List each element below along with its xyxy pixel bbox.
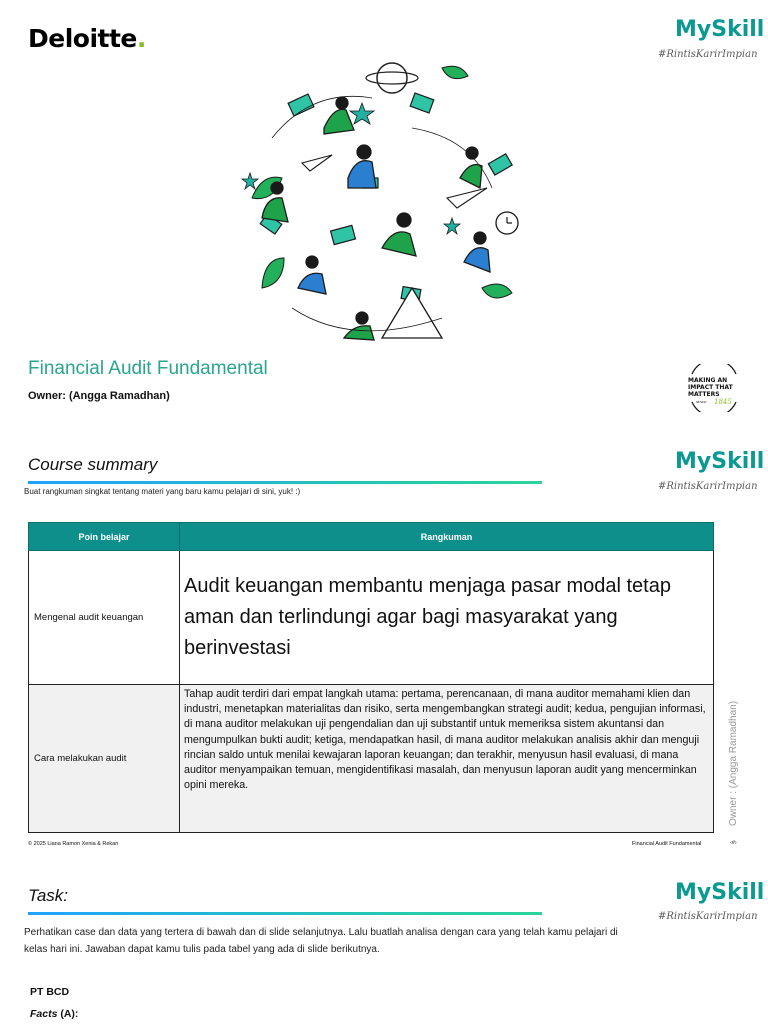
owner-line: Owner: (Angga Ramadhan) xyxy=(28,390,170,402)
column-header-rangkuman: Rangkuman xyxy=(180,523,714,551)
course-title: Financial Audit Fundamental xyxy=(28,358,268,379)
facts-suffix: (A): xyxy=(57,1008,79,1020)
myskill-logo: MySkill xyxy=(675,17,765,42)
myskill-tagline: #RintisKarirImpian xyxy=(658,911,758,922)
title-gradient-bar xyxy=(28,481,542,484)
impact-badge-logo xyxy=(686,364,742,412)
row-label: Cara melakukan audit xyxy=(29,685,180,833)
facts-word: Facts xyxy=(30,1008,58,1020)
task-title: Task: xyxy=(28,886,69,905)
facts-label xyxy=(30,1008,78,1020)
owner-vertical-label: Owner : (Angga Ramadhan) xyxy=(728,700,739,826)
myskill-logo: MySkill xyxy=(675,449,765,474)
table-row xyxy=(29,685,714,833)
course-summary-title: Course summary xyxy=(28,455,158,474)
column-header-poin-belajar: Poin belajar xyxy=(29,523,180,551)
deloitte-logo: Deloitte. xyxy=(28,24,146,53)
row-label: Mengenal audit keuangan xyxy=(29,551,180,685)
badge-line-1: MAKING AN xyxy=(688,377,728,384)
badge-since: since xyxy=(696,399,707,404)
myskill-tagline: #RintisKarirImpian xyxy=(658,49,758,60)
badge-line-2: IMPACT THAT xyxy=(688,384,733,391)
myskill-logo: MySkill xyxy=(675,880,765,905)
task-instructions: Perhatikan case dan data yang tertera di bawah dan di slide selanjutnya. Lalu buatlah analisa dengan cara yang telah kamu pelajari di kelas hari ini. Jawaban dapat kamu tulis pada tabel yang ada di slide berikutnya. xyxy=(24,927,618,955)
badge-year: 1845 xyxy=(714,398,732,406)
row-summary-text[interactable]: Audit keuangan membantu menjaga pasar modal tetap aman dan terlindungi agar bagi masyarakat yang berinvestasi xyxy=(180,551,714,685)
clock-icon xyxy=(496,212,518,234)
footer-course-name: Financial Audit Fundamental xyxy=(632,841,702,847)
people-reading-books-illustration xyxy=(232,48,538,354)
course-summary-subtitle: Buat rangkuman singkat tentang materi yang baru kamu pelajari di sini, yuk! :) xyxy=(24,487,301,496)
summary-table xyxy=(28,522,714,833)
footer-page-number: ‹#› xyxy=(730,840,737,846)
badge-line-3: MATTERS xyxy=(688,391,720,398)
row-summary-text[interactable]: Tahap audit terdiri dari empat langkah utama: pertama, perencanaan, di mana auditor memahami klien dan industri, menetapkan materialitas dan risiko, serta mengembangkan strategi audit; kedua, pengujian informasi, di mana auditor melakukan uji pengendalian dan uji substantif untuk memeriksa sistem akuntansi dan mengumpulkan bukti audit; ketiga, mendapatkan hasil, di mana auditor melakukan analisis akhir dan menguji rincian saldo untuk menilai kewajaran laporan keuangan; dan terakhir, menyusun hasil evaluasi, di mana auditor menyampaikan temuan, mengidentifikasi masalah, dan menyusun laporan audit yang mencerminkan opini mereka. xyxy=(180,685,714,833)
table-header-row xyxy=(29,523,714,551)
footer-copyright: © 2025 Liana Ramon Xenia & Rekan xyxy=(28,841,119,847)
title-gradient-bar xyxy=(28,912,542,915)
company-name: PT BCD xyxy=(30,986,70,998)
myskill-tagline: #RintisKarirImpian xyxy=(658,481,758,492)
table-row xyxy=(29,551,714,685)
